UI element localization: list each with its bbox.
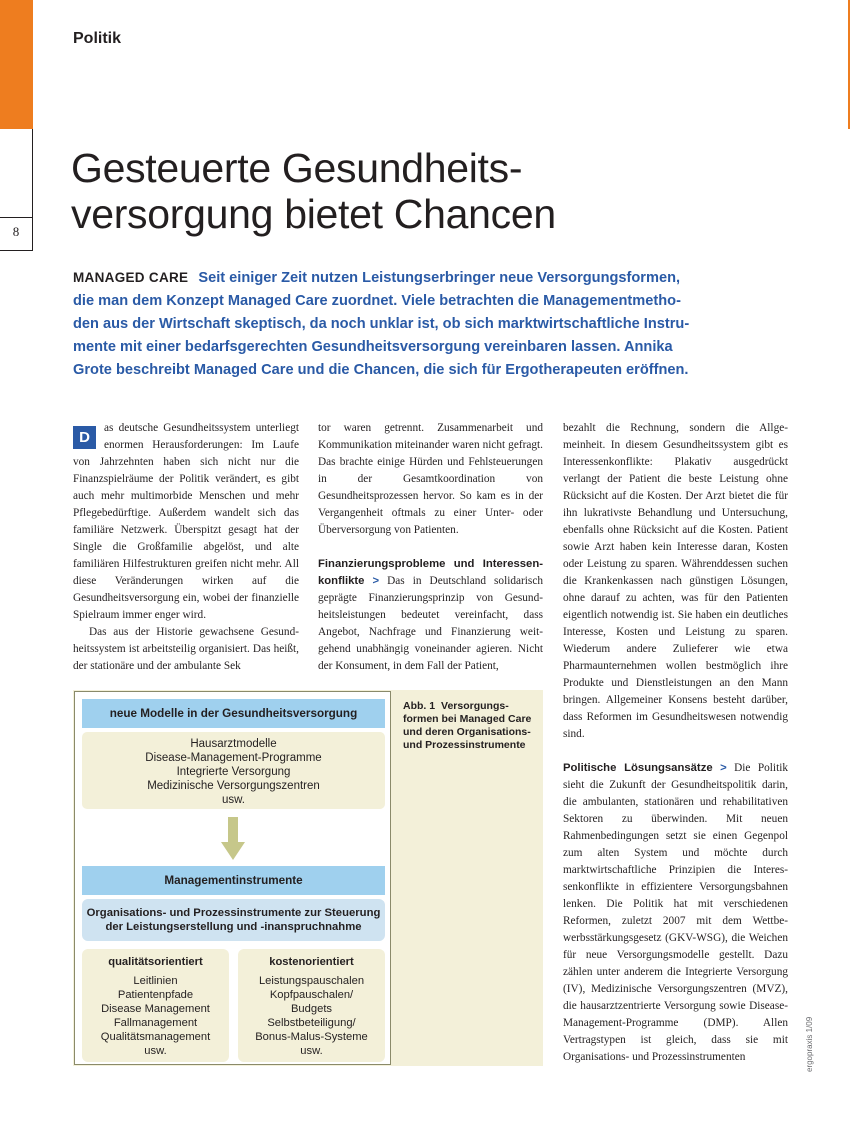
diagram-item: Qualitätsmanagement (100, 1031, 211, 1043)
diagram-item: Fallmanagement (113, 1017, 198, 1029)
paragraph-text: Die Politik sieht die Zukunft der Gesundheitspolitik darin, die ambulanten, stationären und rehabilitativen Sektoren zu überwinden. Mit neuen Rahmenbedingungen setzt sie einen Gegenpol zum alten System und möchte durch marktwirtschaftliche Prinzipien die Interessenkonflikte in effizientere Versorgungsbahnen lenken. Die Politik hat mit verschiedenen Reformen, zuletzt 2007 mit dem Wettbewerbsstärkungsgesetz (GKV-WSG), die Weichen für neue Versorgungsmodelle gestellt. Dazu zählen unter anderem die Integrierte Versorgung (IV), Medizinische Versorgungszentren (MVZ), die hausarztzentrierte Versorgung sowie Disease-Management-Programme (DMP). Allen Vertragstypen ist gleich, dass sie mit Organisations- und Prozessinstrumenten (563, 762, 788, 1063)
diagram-item: Disease-Management-Programme (145, 752, 322, 764)
down-arrow-icon (221, 817, 245, 860)
margin-rule (32, 129, 33, 217)
paragraph (318, 556, 543, 675)
diagram-item: Disease Management (101, 1003, 210, 1015)
diagram-item: Hausarztmodelle (190, 738, 277, 750)
subheading: Finanzierungsprobleme und Interessenkonflikte (318, 558, 543, 587)
paragraph: tor waren getrennt. Zusammenarbeit und Kommunikation miteinander waren nicht gefragt. Das brachte einige Hürden und Fehlsteuerungen in der Gesamtkoordination von Gesundheitsprozessen hervor. So kam es in der Vergangenheit oftmals zu einer Unter- oder Überversorgung von Patienten. (318, 422, 543, 536)
paragraph-text: as deutsche Gesundheitssystem unterliegt enormen Herausforderungen: Im Laufe von Jahrzehnten haben sich nicht nur die Finanzspielräume der Politik verändert, es gibt auch mehr multimorbide Menschen und mehr Pflegebedürftige. Außerdem wandelt sich das familiäre Netzwerk. Überspitzt gesagt hat der Single die Großfamilie abgelöst, und alte familiären Hilfestrukturen greifen nicht mehr. All diese Veränderungen wirken auf die Gesundheitsversorgung ein, wobei der finanzielle Spielraum immer enger wird. (73, 422, 299, 621)
paragraph: Das aus der Historie gewachsene Gesundheitssystem ist arbeitsteilig organisiert. Das heißt, der stationäre und der ambulante Sek (73, 626, 299, 672)
diagram-subheader: qualitätsorientiert (108, 956, 203, 968)
diagram-item: Organisations- und Prozessinstrumente zur Steuerung (86, 907, 381, 919)
text-column-3 (563, 420, 788, 1066)
headline (71, 145, 711, 237)
figure-caption (403, 700, 535, 752)
diagram-item: Budgets (290, 1003, 333, 1015)
caption-label: Abb. 1 (403, 700, 436, 712)
diagram-item: usw. (221, 794, 245, 806)
margin-rule (32, 217, 33, 251)
diagram-header-new-models: neue Modelle in der Gesundheitsversorgung (82, 699, 385, 728)
diagram-box-models (82, 732, 385, 809)
headline-line: Gesteuerte Gesundheits- (71, 145, 523, 191)
paragraph: bezahlt die Rechnung, sondern die Allgemeinheit. In diesem Gesundheitssystem gibt es Interessenkonflikte: Plakativ ausgedrückt verlangt der Patient die beste Leistung ohne Rücksicht auf die Kosten. Der Arzt bietet die für ihn lukrativste Behandlung und Untersuchung, ebenfalls ohne Rücksicht auf die Kosten. Patient sowie Arzt haben kein Interesse daran, Kosten oder Leistung zu sparen. Währenddessen suchen die Krankenkassen nach günstigen Lösungen, ohne darauf zu achten, was für den Patienten eigentlich notwendig ist. Sie haben ein deutliches Interesse, Kosten und Leistung zu sparen. Wiederum andere Zulieferer wie etwa Pharmaunternehmen wollen bestmöglich ihre Produkte und Dienstleistungen an den Mann bringen. Allgemeiner Konsens besteht darüber, dass Reformen im Gesundheitswesen notwendig sind. (563, 422, 788, 740)
diagram-header-management: Managementinstrumente (82, 866, 385, 895)
journal-footer: ergopraxis 1/09 (805, 1016, 814, 1072)
arrow-marker: > (372, 575, 380, 587)
lead-paragraph (73, 266, 691, 382)
diagram-item: Leistungspauschalen (258, 975, 365, 987)
diagram-item: Bonus-Malus-Systeme (255, 1031, 368, 1043)
paragraph (73, 420, 299, 624)
diagram-item: Kopfpauschalen/ (269, 989, 354, 1001)
text-column-2 (318, 420, 543, 675)
diagram-item: usw. (300, 1045, 323, 1057)
page-number: 8 (12, 224, 20, 239)
diagram-item: Selbstbeteiligung/ (267, 1017, 356, 1029)
caption-text: Versorgungsformen bei Managed Care und deren Organisations- und Prozessinstrumente (403, 700, 532, 751)
text-column-1 (73, 420, 299, 675)
diagram-box-quality (82, 949, 229, 1062)
diagram-subheader: kostenorientiert (269, 956, 354, 968)
subheading: Politische Lösungsansätze (563, 762, 713, 774)
section-label: Politik (73, 30, 122, 47)
paragraph-text: Das in Deutschland solidarisch geprägte Finanzierungsprinzip von Gesundheitsleistungen bedeutet vereinfacht, dass Angebot, Nachfrage und Finanzierung weitgehend unabhängig voneinander agieren. Nicht der Konsument, in dem Fall der Patient, (318, 575, 543, 672)
kicker: MANAGED CARE (73, 270, 189, 285)
diagram-box-cost (238, 949, 385, 1062)
page-number-box-bottom (0, 250, 33, 251)
diagram-item: usw. (144, 1045, 167, 1057)
diagram-item: Leitlinien (133, 975, 178, 987)
page-number-box-top (0, 217, 33, 218)
diagram-box-instruments (82, 899, 385, 941)
drop-cap: D (73, 426, 96, 449)
diagram-item: Medizinische Versorgungszentren (147, 780, 320, 792)
headline-line: versorgung bietet Chancen (71, 191, 556, 237)
diagram-item: Integrierte Versorgung (176, 766, 291, 778)
diagram-item: Patientenpfade (117, 989, 194, 1001)
diagram-item: der Leistungserstellung und -inanspruchnahme (105, 921, 362, 933)
paragraph (563, 760, 788, 1066)
arrow-marker: > (720, 762, 727, 774)
orange-margin-bar (0, 0, 33, 129)
lead-text: Seit einiger Zeit nutzen Leistungserbringer neue Versorgungsformen, die man dem Konzept Managed Care zuordnet. Viele betrachten die Managementmethoden aus der Wirtschaft skeptisch, da noch unklar ist, ob sich marktwirtschaftliche Instrumente mit einer bedarfsgerechten Gesundheitsversorgung vereinbaren lassen. Annika Grote beschreibt Managed Care und die Chancen, die sich für Ergotherapeuten eröffnen. (73, 270, 690, 378)
